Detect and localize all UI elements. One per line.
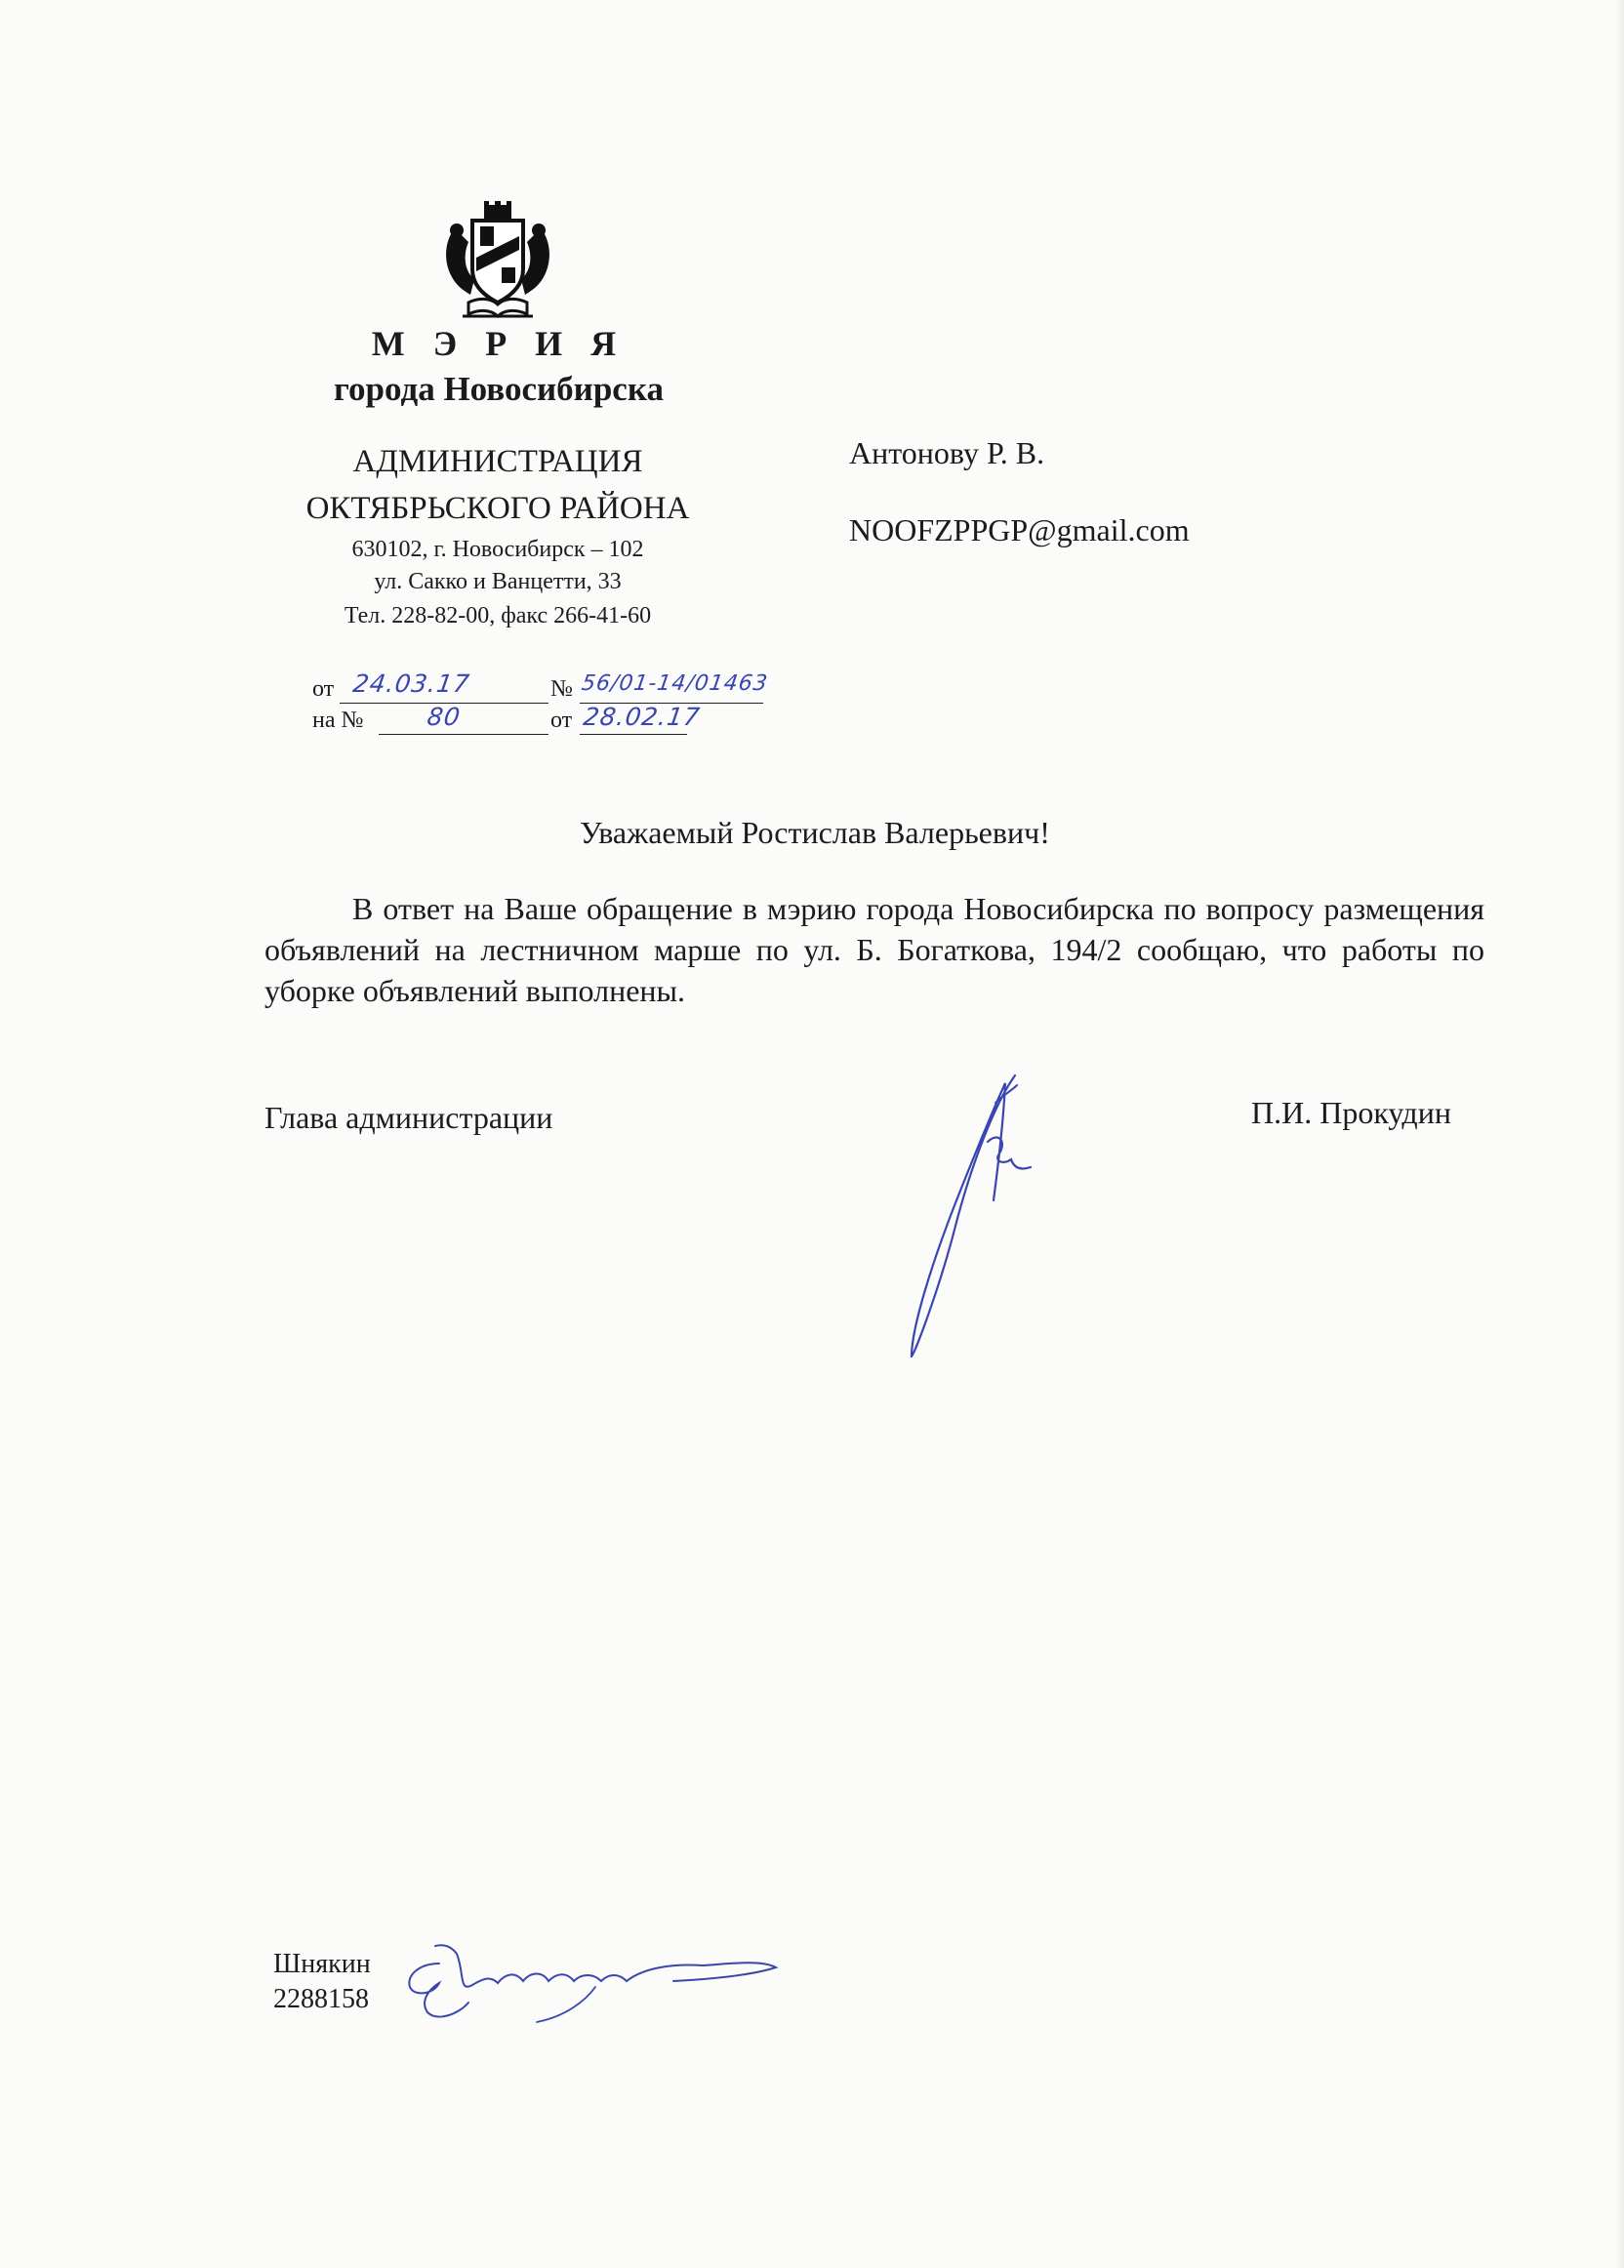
reg-number-label: № (550, 676, 573, 702)
executor-name: Шнякин (273, 1949, 371, 1979)
letter-salutation: Уважаемый Ростислав Валерьевич! (580, 815, 1050, 850)
letterhead-admin-line1: АДМИНИСТРАЦИЯ (352, 444, 643, 479)
signatory-position: Глава администрации (264, 1100, 553, 1135)
coat-of-arms-icon (435, 201, 560, 326)
executor-phone: 2288158 (273, 1984, 369, 2014)
executor-signature (400, 1924, 791, 2032)
reg-from-label: от (312, 676, 335, 702)
signatory-name: П.И. Прокудин (1251, 1095, 1451, 1130)
letter-body: В ответ на Ваше обращение в мэрию города Новосибирска по вопросу размещения объявлений на лестничном марше по ул. Б. Богаткова, 194/2 сообщаю, что работы по уборке объявлений выполнены. (264, 891, 1484, 1008)
reg-number: 56/01-14/01463 (580, 671, 770, 696)
reg-ref-underline (379, 734, 548, 735)
letterhead-title: М Э Р И Я (371, 324, 627, 363)
reg-ref-date: 28.02.17 (581, 703, 703, 731)
recipient-name: Антонову Р. В. (849, 435, 1045, 470)
reg-from-date: 24.03.17 (350, 669, 472, 698)
page-edge-shadow (1616, 0, 1624, 2268)
letterhead-address-line1: 630102, г. Новосибирск – 102 (351, 537, 644, 562)
letterhead-address-line2: ул. Сакко и Ванцетти, 33 (374, 569, 622, 594)
reg-ref-number: 80 (425, 703, 463, 731)
reg-ref-from-label: от (550, 708, 573, 733)
handwritten-signature (878, 1064, 1054, 1376)
letterhead-city: города Новосибирска (334, 370, 664, 408)
letterhead-admin-line2: ОКТЯБРЬСКОГО РАЙОНА (305, 491, 690, 526)
reg-ref-label: на № (312, 708, 364, 733)
recipient-email: NOOFZPPGP@gmail.com (849, 512, 1190, 547)
letterhead-address-line3: Тел. 228-82-00, факс 266-41-60 (344, 603, 652, 628)
reg-ref-date-underline (580, 734, 687, 735)
